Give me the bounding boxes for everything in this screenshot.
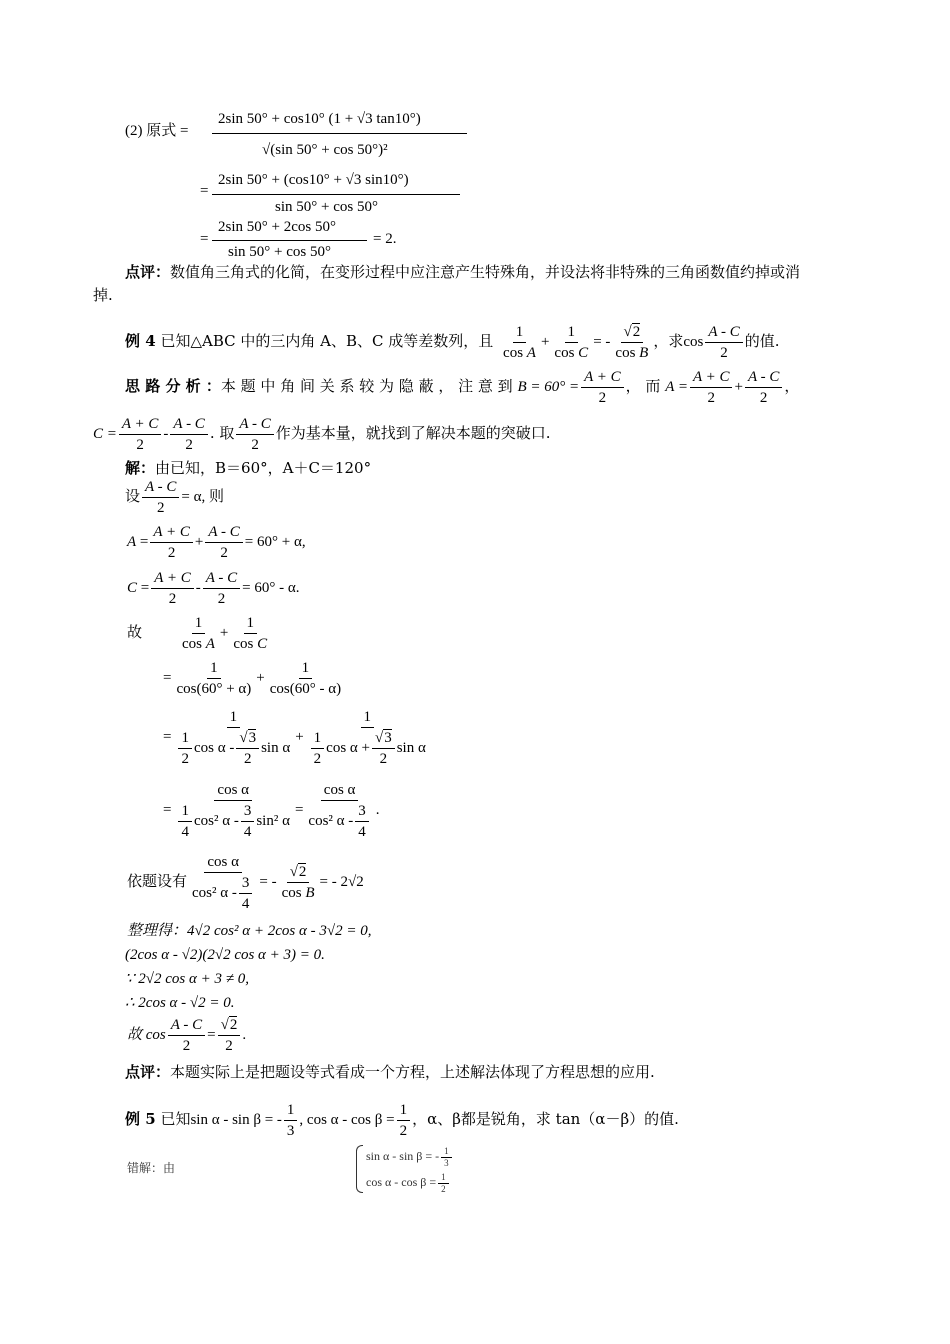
cos-alpha: cos α	[214, 781, 252, 801]
fraction-sqrt2-over-cosB: $\frac{√2}{\text{cos B}}$	[281, 864, 315, 902]
system-eq-1: sin α - sin β = - $\frac{1}{3}$	[366, 1146, 454, 1168]
example-text: 已知△ABC 中的三内角 A、B、C 成等差数列，且	[160, 332, 494, 350]
fraction-expanded-2: 1 $\frac{1}{2}$ cos α + $\frac{√3}{2}$ sin α	[306, 708, 429, 768]
analysis-text-3: . 取	[209, 424, 235, 442]
a-line-end: = 60° + α,	[244, 534, 306, 550]
fraction-sqrt2-over-2: $\frac{√2}{2}$	[218, 1016, 241, 1055]
example-text: 已知	[160, 1110, 191, 1128]
wrong-solution-label: 错解：由	[127, 1161, 176, 1175]
fraction-1-over-cos60-minus: $\frac{1}{\cos(60^\circ - \alpha)}$	[267, 659, 344, 698]
fraction-A-plus-C-over-2: $\frac{A + C}{2}$	[151, 569, 194, 608]
cos-label: cos	[683, 334, 704, 350]
cos60-plus: cos(60° + α)	[176, 681, 252, 698]
fraction-cosa-over-cos2a: cos α cos² α - $\frac{3}{4}$	[189, 853, 257, 913]
zhengli-line: 整理得：4√2 cos² α + 2cos α - 3√2 = 0,	[127, 923, 372, 939]
fraction-1-over-cosA: $\frac{1}{\text{cos A}}$	[182, 615, 215, 653]
fraction-A-plus-C-over-2: $\frac{A + C}{2}$	[690, 368, 733, 407]
combined-line: = cos α $\frac{1}{4}$ cos² α - $\frac{3}{4}$ sin² α = cos α cos² α - $\frac{3}{4}$ .	[163, 781, 380, 840]
example-text-3: 的值.	[744, 332, 780, 350]
cos60-minus: cos(60° - α)	[269, 681, 342, 698]
analysis-text: 本 题 中 角 间 关 系 较 为 隐 蔽 ， 注 意 到	[220, 377, 513, 395]
fraction-1-over-3: $\frac{1}{3}$	[284, 1101, 298, 1140]
part2-fraction-1-numerator: 2sin 50° + cos10° (1 + √3 tan10°)	[218, 111, 421, 127]
system-brace	[356, 1145, 363, 1193]
result-line: 故 cos $\frac{A - C}{2}$ = $\frac{√2}{2}$ .	[127, 1017, 247, 1055]
fraction-A-plus-C-over-2: $\frac{A + C}{2}$	[581, 368, 624, 407]
example-label: 例 4	[125, 332, 156, 350]
yi-label: 依题设有	[127, 874, 188, 890]
part2-fraction-2-numerator: 2sin 50° + (cos10° + √3 sin10°)	[218, 172, 409, 188]
fraction-1-over-cosC: $\frac{1}{\text{cos C}}$	[233, 615, 268, 653]
analysis-label: 思 路 分 析 ：	[125, 377, 221, 395]
fraction-combined-2: cos α cos² α - $\frac{3}{4}$	[305, 781, 373, 841]
gu-line: 故 $\frac{1}{\text{cos A}}$ + $\frac{1}{\text{cos C}}$	[127, 612, 272, 654]
fraction-A-plus-C-over-2: $\frac{A + C}{2}$	[150, 523, 193, 562]
c-line-end: = 60° - α.	[242, 580, 300, 596]
system-eq-2: cos α - cos β = $\frac{1}{2}$	[366, 1172, 451, 1194]
because-line: ∵ 2√2 cos α + 3 ≠ 0,	[125, 971, 249, 987]
c-equation: C =	[93, 426, 117, 442]
analysis-line-2: C = $\frac{A + C}{2}$ - $\frac{A - C}{2}$ . 取 $\frac{A - C}{2}$ 作为基本量，就找到了解决本题的突破口.	[93, 415, 551, 453]
fraction-A-minus-C-over-2: $\frac{A - C}{2}$	[203, 569, 240, 608]
fraction-1-over-cos60-plus: $\frac{1}{\cos(60^\circ + \alpha)}$	[173, 659, 254, 698]
cos-difference: , cos α - cos β =	[299, 1112, 395, 1128]
set-label: 设	[125, 489, 141, 505]
fraction-bar	[212, 133, 467, 134]
solution-label: 解：	[125, 459, 156, 477]
part2-result: = 2.	[373, 231, 397, 247]
part2-fraction-1-denominator: √(sin 50° + cos 50°)²	[262, 142, 388, 158]
comment-1-line-1	[125, 262, 800, 282]
result-label: 故 cos	[127, 1027, 166, 1043]
equals-sign: =	[200, 231, 209, 247]
c-line: C = $\frac{A + C}{2}$ - $\frac{A - C}{2}$ = 60° - α.	[127, 570, 300, 608]
example-text-2: ，求	[653, 332, 684, 350]
example-5-line	[125, 1098, 679, 1141]
comment-text: 数值角三角式的化简，在变形过程中应注意产生特殊角，并设法将非特殊的三角函数值约掉或消	[170, 263, 801, 281]
part2-fraction-3-denominator: sin 50° + cos 50°	[228, 244, 331, 260]
fraction-A-minus-C-over-2: $\frac{A - C}{2}$	[236, 415, 273, 454]
fraction-A-minus-C-over-2: $\frac{A - C}{2}$	[205, 523, 242, 562]
gu-label: 故	[127, 625, 143, 641]
part2-label: (2) 原式 =	[125, 123, 189, 139]
analysis-text-2: ， 而	[625, 377, 661, 395]
fraction-1-over-cosC: $\frac{1}{\text{cos C}}$	[554, 323, 589, 361]
example-text-2: ，α、β都是锐角，求 tan（α－β）的值.	[412, 1110, 679, 1128]
cos60-line: = $\frac{1}{\cos(60^\circ + \alpha)}$ + $\frac{1}{\cos(60^\circ - \alpha)}$	[163, 657, 346, 699]
example-4-line: 例 4 已知△ABC 中的三内角 A、B、C 成等差数列，且 $\frac{1}{\text{cos A}}$ + $\frac{1}{\text{cos C}}$ = - $\frac{√2}{\text{cos B}}$ ，求cos $\frac{A - C}{2}$ 的值.	[125, 323, 780, 361]
comment-2-line	[125, 1062, 655, 1082]
analysis-text-4: 作为基本量，就找到了解决本题的突破口.	[275, 424, 551, 442]
equals-sign: =	[200, 183, 209, 199]
set-end: = α, 则	[181, 489, 224, 505]
analysis-line-1: 思 路 分 析 ：本 题 中 角 间 关 系 较 为 隐 蔽 ， 注 意 到 B = 60° = $\frac{A + C}{2}$ ， 而 A = $\frac{A + C}{2}$ + $\frac{A - C}{2}$ ，	[125, 368, 800, 406]
comment-1-line-2: 掉.	[93, 286, 113, 304]
yi-line: 依题设有 cos α cos² α - $\frac{3}{4}$ = - $\frac{√2}{\text{cos B}}$ = - 2√2	[127, 853, 364, 912]
equals-minus: = -	[593, 334, 611, 350]
factored-line: (2cos α - √2)(2√2 cos α + 3) = 0.	[125, 947, 325, 963]
fraction-A-minus-C-over-2: $\frac{A - C}{2}$	[168, 1016, 205, 1055]
fraction-A-plus-C-over-2: $\frac{A + C}{2}$	[119, 415, 162, 454]
fraction-A-minus-C-over-2: $\frac{A - C}{2}$	[745, 368, 782, 407]
system-eq-1-text: sin α - sin β = -	[366, 1149, 440, 1163]
a-equation: A =	[665, 379, 688, 395]
fraction-expanded-1: 1 $\frac{1}{2}$ cos α - $\frac{√3}{2}$ sin α	[173, 708, 293, 768]
fraction-combined-1: cos α $\frac{1}{4}$ cos² α - $\frac{3}{4}$ sin² α	[173, 781, 292, 841]
fraction-bar	[212, 240, 367, 241]
b-equation: B = 60° =	[517, 379, 580, 395]
fraction-bar	[212, 194, 460, 195]
expanded-line: = 1 $\frac{1}{2}$ cos α - $\frac{√3}{2}$ sin α + 1 $\frac{1}{2}$ cos α + $\frac{√3}{2}$ sin α	[163, 707, 431, 768]
comment-label: 点评：	[125, 1063, 171, 1081]
solution-line-1	[125, 458, 371, 478]
fraction-A-minus-C-over-2: $\frac{A - C}{2}$	[170, 415, 207, 454]
therefore-line: ∴ 2cos α - √2 = 0.	[125, 995, 235, 1011]
sin-difference: sin α - sin β = -	[190, 1112, 282, 1128]
comma: ，	[784, 377, 800, 395]
example-label: 例 5	[125, 1110, 156, 1128]
yi-rhs: = - 2√2	[319, 874, 364, 890]
fraction-1-over-2: $\frac{1}{2}$	[397, 1101, 411, 1140]
fraction-A-minus-C-over-2: $\frac{A - C}{2}$	[705, 323, 742, 362]
fraction-1-over-cosA: $\frac{1}{\text{cos A}}$	[503, 323, 536, 361]
part2-fraction-3-numerator: 2sin 50° + 2cos 50°	[218, 219, 336, 235]
comment-text: 本题实际上是把题设等式看成一个方程，上述解法体现了方程思想的应用.	[170, 1063, 655, 1081]
comment-label: 点评：	[125, 263, 171, 281]
equals-sign: =	[207, 1027, 216, 1043]
set-line	[125, 476, 224, 518]
system-eq-2-text: cos α - cos β =	[366, 1175, 437, 1189]
fraction-sqrt2-over-cosB: $\frac{√2}{\text{cos B}}$	[615, 323, 649, 361]
a-line: A = $\frac{A + C}{2}$ + $\frac{A - C}{2}$ = 60° + α,	[127, 524, 306, 562]
solution-text: 由已知，B＝60°，A＋C＝120°	[155, 459, 372, 477]
fraction-A-minus-C-over-2: $\frac{A - C}{2}$	[142, 478, 179, 517]
part2-fraction-2-denominator: sin 50° + cos 50°	[275, 199, 378, 215]
